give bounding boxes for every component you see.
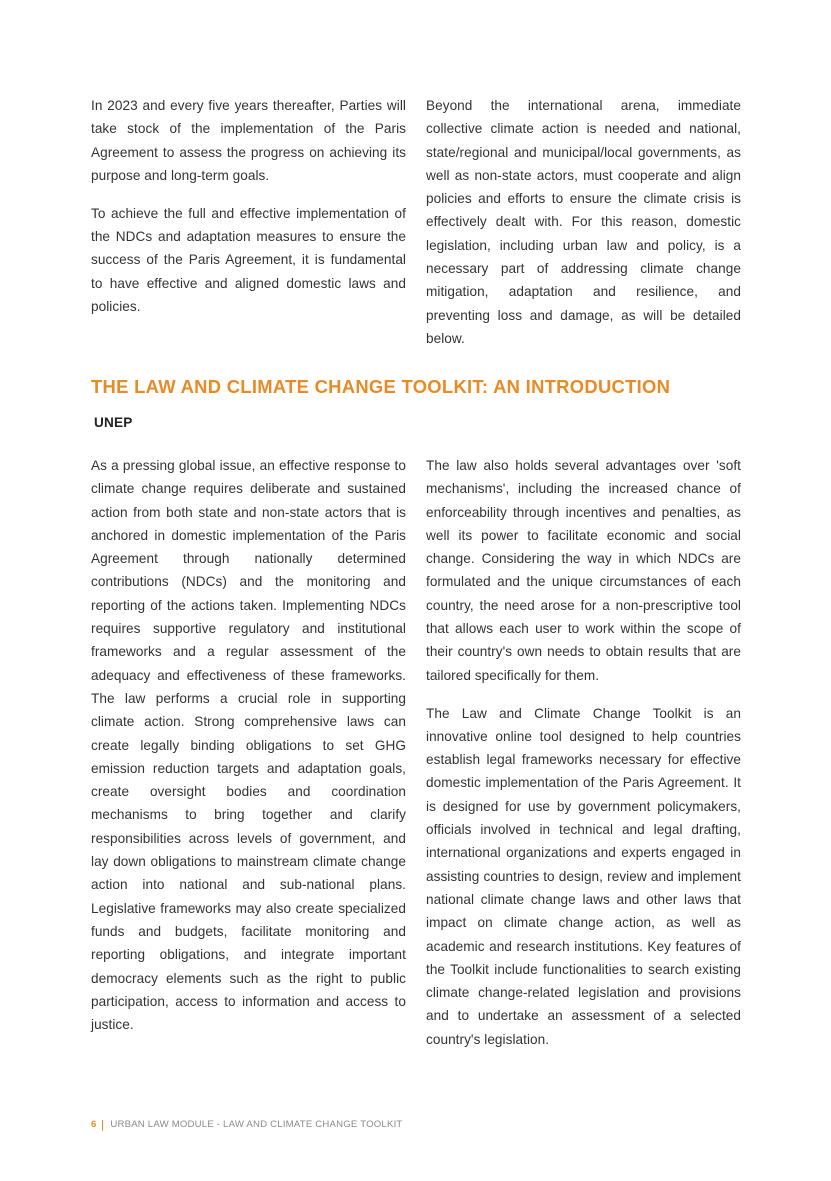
section-paragraph: The law also holds several advantages over 'soft mechanisms', including the increased chance of enforceability through incentives and penalties, as well its power to facilitate economic and social change. Considering the way in which NDCs are formulated and the unique circumstances of each country, the need arose for a non-prescriptive tool that allows each user to work within the scope of their country's own needs to obtain results that are tailored specifically for them. (426, 458, 741, 683)
section-paragraph: As a pressing global issue, an effective response to climate change requires deliberate and sustained action from both state and non-state actors that is anchored in domestic implementation of the Paris Agreement through nationally determined contributions (NDCs) and the monitoring and reporting of the actions taken. Implementing NDCs requires supportive regulatory and institutional frameworks and a regular assessment of the adequacy and effectiveness of these frameworks. The law performs a crucial role in supporting climate action. Strong comprehensive laws can create legally binding obligations to set GHG emission reduction targets and adaptation goals, create oversight bodies and coordination mechanisms to bring together and clarify responsibilities across levels of government, and lay down obligations to mainstream climate change action into national and sub-national plans. Legislative frameworks may also create specialized funds and budgets, facilitate monitoring and reporting obligations, and integrate important democracy elements such as the right to public participation, access to information and access to justice. (91, 458, 406, 1033)
intro-paragraph: To achieve the full and effective implementation of the NDCs and adaptation measures to ensure the success of the Paris Agreement, it is fundamental to have effective and aligned domestic laws and policies. (91, 205, 406, 314)
footer-divider (102, 1120, 103, 1131)
footer-module-title: URBAN LAW MODULE - LAW AND CLIMATE CHANGE TOOLKIT (110, 1119, 403, 1130)
intro-right-column (426, 94, 741, 350)
section-author: UNEP (94, 415, 133, 430)
page-footer (91, 1118, 403, 1132)
intro-paragraph: In 2023 and every five years thereafter, Parties will take stock of the implementation of the Paris Agreement to assess the progress on achieving its purpose and long-term goals. (91, 98, 406, 183)
section-left-column (91, 454, 406, 1036)
section-paragraph: The Law and Climate Change Toolkit is an innovative online tool designed to help countries establish legal frameworks necessary for effective domestic implementation of the Paris Agreement. It is designed for use by government policymakers, officials involved in technical and legal drafting, international organizations and experts engaged in assisting countries to design, review and implement national climate change laws and other laws that impact on climate change action, as well as academic and research institutions. Key features of the Toolkit include functionalities to search existing climate change-related legislation and provisions and to undertake an assessment of a selected country's legislation. (426, 705, 741, 1047)
intro-left-column (91, 94, 406, 318)
section-right-column (426, 454, 741, 1051)
page-number: 6 (91, 1119, 97, 1130)
section-heading: THE LAW AND CLIMATE CHANGE TOOLKIT: AN INTRODUCTION (91, 376, 671, 397)
intro-paragraph: Beyond the international arena, immediate collective climate action is needed and national, state/regional and municipal/local governments, as well as non-state actors, must cooperate and align policies and efforts to ensure the climate crisis is effectively dealt with. For this reason, domestic legislation, including urban law and policy, is a necessary part of addressing climate change mitigation, adaptation and resilience, and preventing loss and damage, as will be detailed below. (426, 98, 741, 346)
